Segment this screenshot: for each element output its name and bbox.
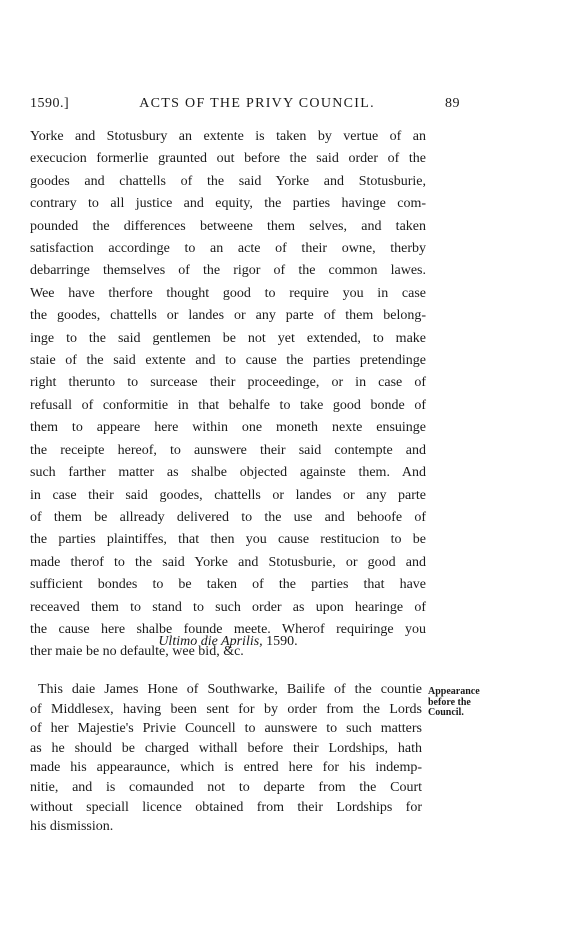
entry-line: without speciall licence obtained from their Lordships for xyxy=(30,799,422,815)
date-heading-year: 1590. xyxy=(266,634,298,649)
body-line: refusall of conformitie in that behalfe to take good bonde of xyxy=(30,397,426,413)
body-line: the goodes, chattells or landes or any parte of them belong- xyxy=(30,308,426,324)
body-line: contrary to all justice and equity, the parties havinge com- xyxy=(30,196,426,212)
body-line: right therunto to surcease their proceedinge, or in case of xyxy=(30,375,426,391)
entry-line: This daie James Hone of Southwarke, Bailife of the countie xyxy=(38,682,422,697)
body-line: ther maie be no defaulte, wee bid, &c. xyxy=(30,644,244,660)
date-heading-italic: Ultimo die Aprilis, xyxy=(158,634,263,649)
body-line: staie of the said extente and to cause the parties pretendinge xyxy=(30,353,426,369)
entry-line: of her Majestie's Privie Councell to aunswere to such matters xyxy=(30,721,422,737)
body-line: Wee have therfore thought good to require you in case xyxy=(30,285,426,301)
header-title: ACTS OF THE PRIVY COUNCIL. xyxy=(139,96,375,111)
council-entry xyxy=(30,680,422,837)
body-line: goodes and chattells of the said Yorke and Stotusburie, xyxy=(30,173,426,189)
page-number: 89 xyxy=(444,96,460,111)
body-line: such farther matter as shalbe objected againste them. And xyxy=(30,465,426,481)
body-line: satisfaction accordinge to an acte of their owne, therby xyxy=(30,241,426,257)
body-line: the receipte hereof, to aunswere their said contempte and xyxy=(30,442,426,458)
entry-line: made his appearaunce, which is entred here for his indemp- xyxy=(30,760,422,776)
body-line: in case their said goodes, chattells or landes or any parte xyxy=(30,487,426,503)
body-line: receaved them to stand to such order as upon hearinge of xyxy=(30,599,426,615)
body-line: Yorke and Stotusbury an extente is taken by vertue of an xyxy=(30,129,426,144)
body-line: execucion formerlie graunted out before the said order of the xyxy=(30,151,426,167)
body-line: inge to the said gentlemen be not yet extended, to make xyxy=(30,330,426,346)
letter-body xyxy=(30,126,426,664)
margin-note-line: Council. xyxy=(428,707,464,718)
body-line: the parties plaintiffes, that then you cause restitucion to be xyxy=(30,532,426,548)
body-line: them to appeare here within one moneth nexte ensuinge xyxy=(30,420,426,436)
margin-note-line: before the xyxy=(428,696,471,708)
entry-line: his dismission. xyxy=(30,819,114,835)
header-year: 1590.] xyxy=(30,96,70,111)
body-line: debarringe themselves of the rigor of the common lawes. xyxy=(30,263,426,279)
running-header xyxy=(30,96,460,112)
entry-line: of Middlesex, having been sent for by order from the Lords xyxy=(30,701,422,717)
date-heading xyxy=(30,634,426,650)
margin-note xyxy=(428,687,498,719)
body-line: pounded the differences betweene them selves, and taken xyxy=(30,218,426,234)
body-line: of them be allready delivered to the use and behoofe of xyxy=(30,509,426,525)
margin-note-line: Appearance xyxy=(428,686,480,697)
entry-line: nitie, and is comaunded not to departe from the Court xyxy=(30,779,422,795)
body-line: made therof to the said Yorke and Stotusburie, or good and xyxy=(30,554,426,570)
entry-line: as he should be charged withall before their Lordships, hath xyxy=(30,740,422,756)
body-line: sufficient bondes to be taken of the parties that have xyxy=(30,577,426,593)
body-line: the cause here shalbe founde meete. Wherof requiringe you xyxy=(30,621,426,637)
